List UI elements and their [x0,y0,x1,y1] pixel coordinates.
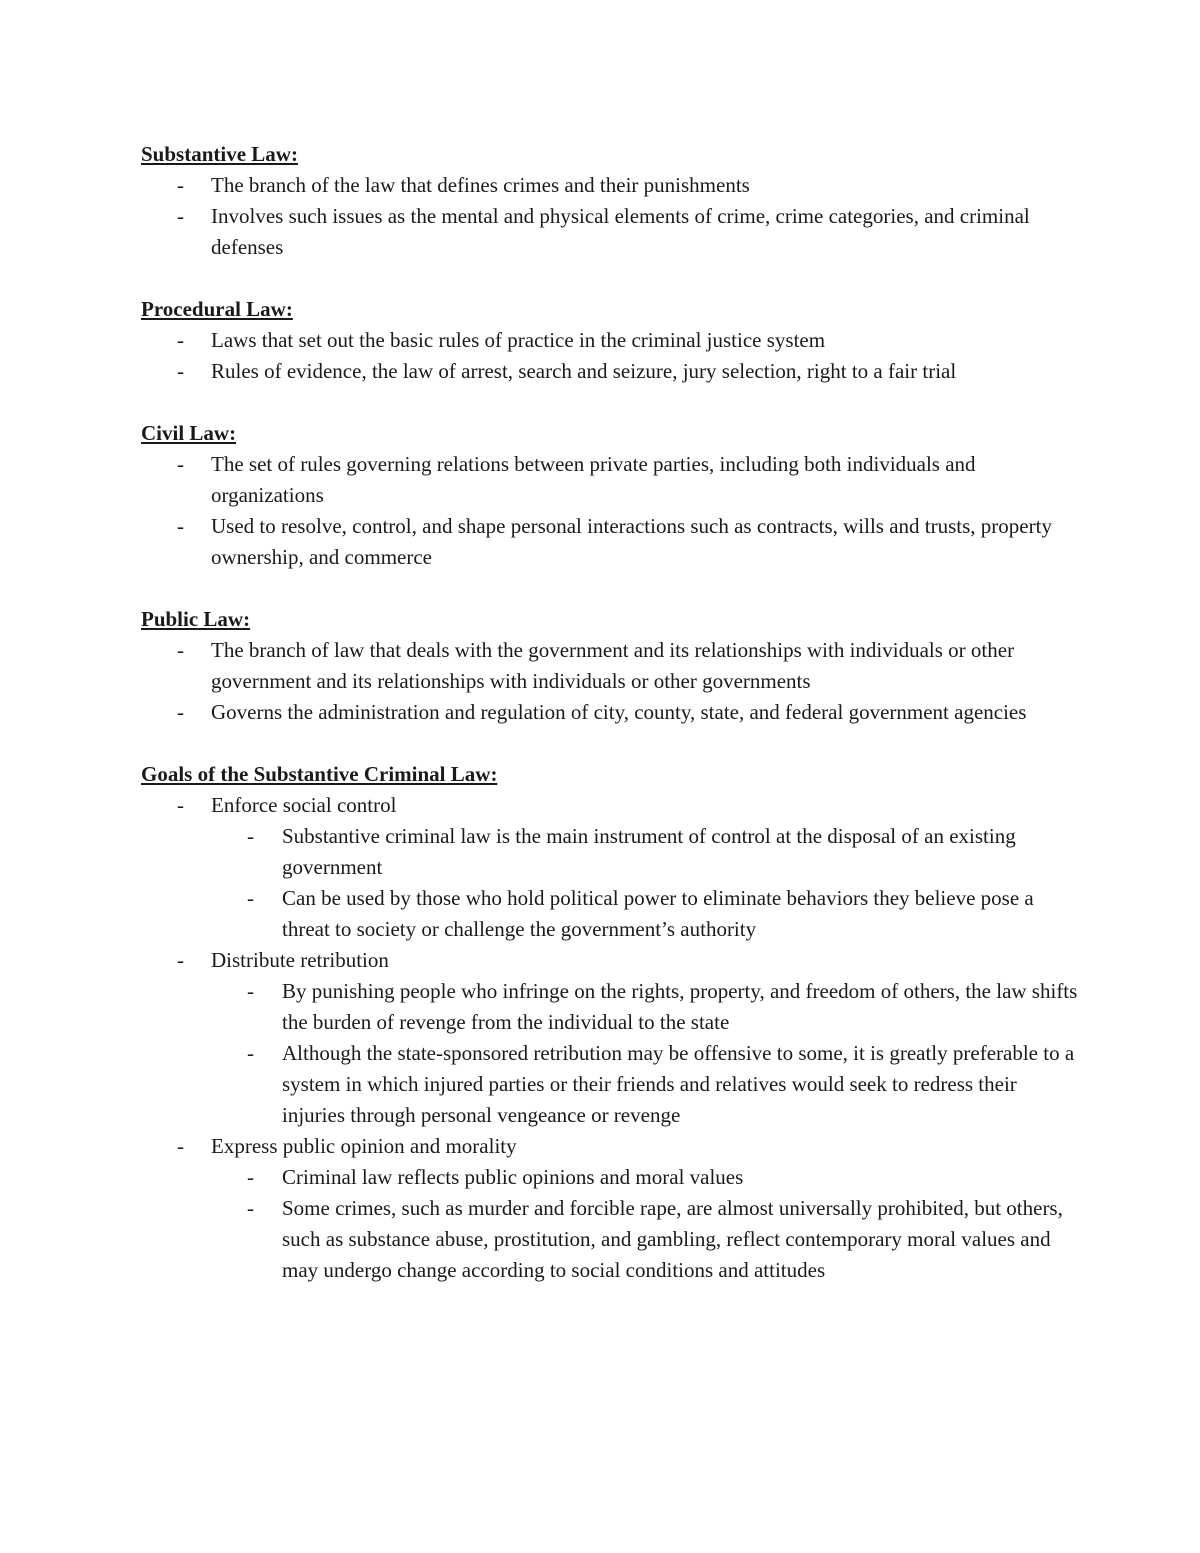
list-item [141,449,1081,511]
sub-list-item-text: Can be used by those who hold political power to eliminate behaviors they believe pose a threat to society or challenge the government’s authority [282,886,1034,941]
list-item [141,635,1081,697]
bullet-dash: - [247,1165,254,1189]
bullet-dash: - [177,1134,184,1158]
document-body [141,139,1081,1317]
sub-list-item [211,821,1081,883]
list-item-text: Involves such issues as the mental and physical elements of crime, crime categories, and criminal defenses [211,204,1030,259]
section-substantive-law [141,139,1081,263]
bullet-dash: - [177,452,184,476]
bullet-dash: - [177,328,184,352]
section-heading: Substantive Law: [141,142,298,166]
sub-bullet-list [211,1162,1081,1286]
bullet-dash: - [177,793,184,817]
list-item [141,356,1081,387]
section-civil-law [141,418,1081,573]
list-item [141,170,1081,201]
list-item [141,790,1081,945]
sub-list-item [211,1038,1081,1131]
section-heading: Procedural Law: [141,297,293,321]
list-item-text: Used to resolve, control, and shape personal interactions such as contracts, wills and trusts, property ownership, and commerce [211,514,1052,569]
list-item [141,511,1081,573]
list-item [141,325,1081,356]
bullet-dash: - [177,514,184,538]
bullet-dash: - [247,1041,254,1065]
bullet-list [141,170,1081,263]
section-heading: Goals of the Substantive Criminal Law: [141,762,498,786]
sub-bullet-list [211,976,1081,1131]
bullet-dash: - [247,824,254,848]
list-item [141,201,1081,263]
section-procedural-law [141,294,1081,387]
section-heading: Civil Law: [141,421,237,445]
list-item-text: Enforce social control [211,793,397,817]
sub-bullet-list [211,821,1081,945]
list-item [141,1131,1081,1286]
bullet-dash: - [177,204,184,228]
list-item-text: The set of rules governing relations between private parties, including both individuals and organizations [211,452,976,507]
list-item-text: Governs the administration and regulation of city, county, state, and federal government agencies [211,700,1027,724]
sub-list-item-text: Some crimes, such as murder and forcible rape, are almost universally prohibited, but others, such as substance abuse, prostitution, and gambling, reflect contemporary moral values and may undergo change according to social conditions and attitudes [282,1196,1063,1282]
bullet-list [141,635,1081,728]
bullet-list [141,449,1081,573]
list-item-text: Rules of evidence, the law of arrest, search and seizure, jury selection, right to a fair trial [211,359,957,383]
list-item-text: Express public opinion and morality [211,1134,517,1158]
bullet-list [141,790,1081,1286]
section-goals-substantive-criminal-law [141,759,1081,1286]
bullet-list [141,325,1081,387]
sub-list-item [211,1162,1081,1193]
sub-list-item-text: By punishing people who infringe on the rights, property, and freedom of others, the law shifts the burden of revenge from the individual to the state [282,979,1078,1034]
sub-list-item [211,976,1081,1038]
bullet-dash: - [247,979,254,1003]
list-item-text: Laws that set out the basic rules of practice in the criminal justice system [211,328,826,352]
list-item [141,697,1081,728]
sub-list-item-text: Substantive criminal law is the main instrument of control at the disposal of an existing government [282,824,1016,879]
list-item [141,945,1081,1131]
bullet-dash: - [247,886,254,910]
bullet-dash: - [177,948,184,972]
sub-list-item [211,1193,1081,1286]
sub-list-item-text: Although the state-sponsored retribution may be offensive to some, it is greatly preferable to a system in which injured parties or their friends and relatives would seek to redress their injuries through personal vengeance or revenge [282,1041,1075,1127]
bullet-dash: - [177,700,184,724]
bullet-dash: - [247,1196,254,1220]
sub-list-item [211,883,1081,945]
list-item-text: The branch of law that deals with the government and its relationships with individuals or other government and its relationships with individuals or other governments [211,638,1015,693]
bullet-dash: - [177,638,184,662]
section-public-law [141,604,1081,728]
bullet-dash: - [177,173,184,197]
section-heading: Public Law: [141,607,251,631]
bullet-dash: - [177,359,184,383]
list-item-text: Distribute retribution [211,948,389,972]
list-item-text: The branch of the law that defines crimes and their punishments [211,173,750,197]
sub-list-item-text: Criminal law reflects public opinions and moral values [282,1165,744,1189]
